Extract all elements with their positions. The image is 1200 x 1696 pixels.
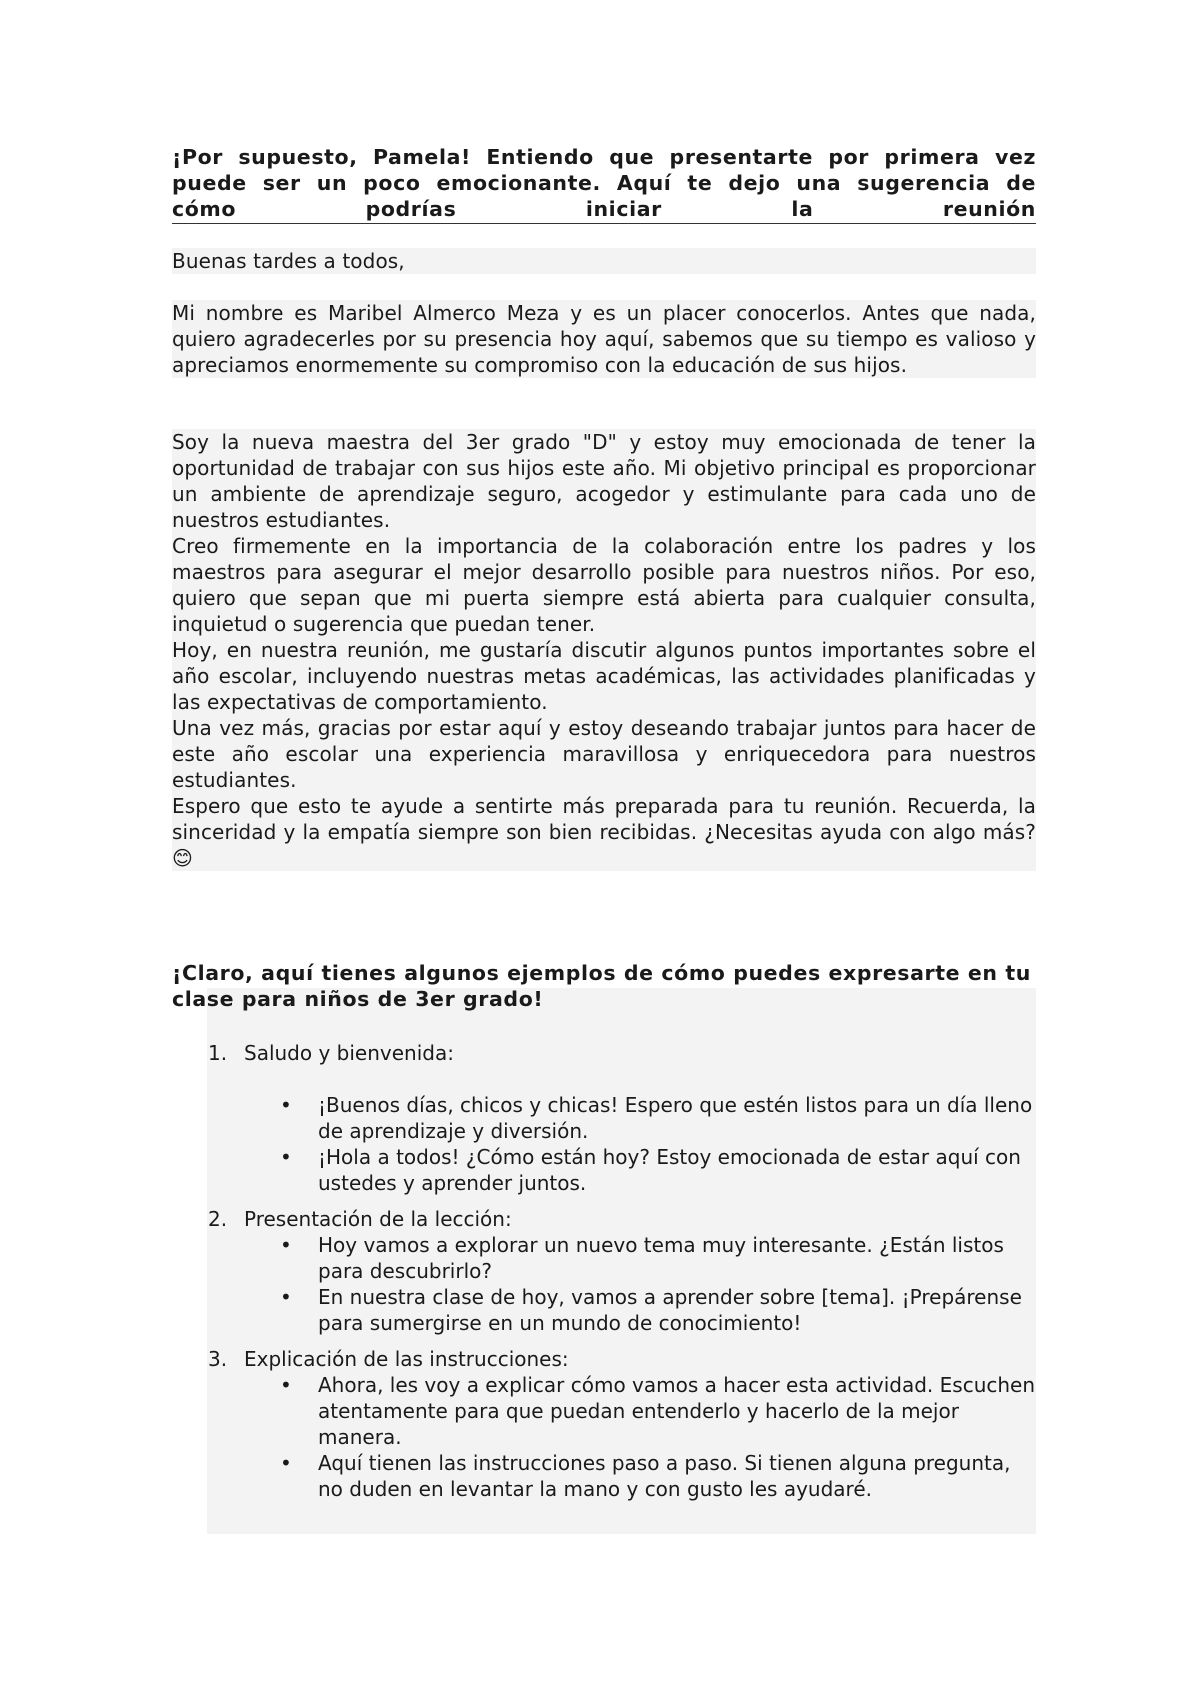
body-paragraphs [172, 429, 1036, 871]
list-item [172, 1040, 1036, 1066]
greeting-paragraph: Buenas tardes a todos, [172, 248, 1036, 274]
bullet-item [172, 1450, 1036, 1502]
list-item-label: Presentación de la lección: [244, 1207, 512, 1231]
bullet-text: ¡Buenos días, chicos y chicas! Espero que estén listos para un día lleno de aprendizaje y diversión. [318, 1093, 1033, 1143]
bullet-icon: • [280, 1451, 292, 1475]
bullet-icon: • [280, 1285, 292, 1309]
list-item [172, 1346, 1036, 1372]
list-item-number: 2. [208, 1207, 228, 1231]
bullet-list [172, 1092, 1036, 1196]
list-item-label: Explicación de las instrucciones: [244, 1347, 569, 1371]
bullet-list [172, 1372, 1036, 1502]
body-paragraph: Creo firmemente en la importancia de la colaboración entre los padres y los maestros para asegurar el mejor desarrollo posible para nuestros niños. Por eso, quiero que sepan que mi puerta siempre está abierta para cualquier consulta, inquietud o sugerencia que puedan tener. [172, 534, 1036, 636]
bullet-icon: • [280, 1233, 292, 1257]
bullet-list [172, 1232, 1036, 1336]
bullet-text: En nuestra clase de hoy, vamos a aprender sobre [tema]. ¡Prepárense para sumergirse en un mundo de conocimiento! [318, 1285, 1022, 1335]
bullet-icon: • [280, 1145, 292, 1169]
list-item-label: Saludo y bienvenida: [244, 1041, 454, 1065]
section1-heading-line: puede ser un poco emocionante. Aquí te dejo una sugerencia de [172, 171, 1036, 195]
body-paragraph: Soy la nueva maestra del 3er grado "D" y estoy muy emocionada de tener la oportunidad de trabajar con sus hijos este año. Mi objetivo principal es proporcionar un ambiente de aprendizaje seguro, acogedor y estimulante para cada uno de nuestros estudiantes. [172, 430, 1036, 532]
bullet-item [172, 1232, 1036, 1284]
section2-heading-wrap [172, 960, 1036, 1012]
intro-paragraph: Mi nombre es Maribel Almerco Meza y es un placer conocerlos. Antes que nada, quiero agradecerles por su presencia hoy aquí, sabemos que su tiempo es valioso y apreciamos enormemente su compromiso con la educación de sus hijos. [172, 301, 1036, 377]
section1-heading-line: ¡Por supuesto, Pamela! Entiendo que presentarte por primera vez [172, 145, 1036, 169]
body-paragraph: Hoy, en nuestra reunión, me gustaría discutir algunos puntos importantes sobre el año escolar, incluyendo nuestras metas académicas, las actividades planificadas y las expectativas de comportamiento. [172, 638, 1036, 714]
section1-heading [172, 144, 1036, 224]
list-item [172, 1206, 1036, 1232]
bullet-text: Ahora, les voy a explicar cómo vamos a hacer esta actividad. Escuchen atentamente para que puedan entenderlo y hacerlo de la mejor manera. [318, 1373, 1036, 1449]
bullet-item [172, 1092, 1036, 1144]
bullet-item [172, 1284, 1036, 1336]
bullet-item [172, 1372, 1036, 1450]
bullet-text: Hoy vamos a explorar un nuevo tema muy interesante. ¿Están listos para descubrirlo? [318, 1233, 1004, 1283]
bullet-text: Aquí tienen las instrucciones paso a paso. Si tienen alguna pregunta, no duden en levantar la mano y con gusto les ayudaré. [318, 1451, 1011, 1501]
body-paragraph: Una vez más, gracias por estar aquí y estoy deseando trabajar juntos para hacer de este año escolar una experiencia maravillosa y enriquecedora para nuestros estudiantes. [172, 716, 1036, 792]
bullet-item [172, 1144, 1036, 1196]
bullet-icon: • [280, 1373, 292, 1397]
section2-heading: ¡Claro, aquí tienes algunos ejemplos de cómo puedes expresarte en tu clase para niños de 3er grado! [172, 961, 1031, 1011]
bullet-text: ¡Hola a todos! ¿Cómo están hoy? Estoy emocionada de estar aquí con ustedes y aprender juntos. [318, 1145, 1021, 1195]
examples-list [172, 1040, 1036, 1502]
list-item-number: 1. [208, 1041, 228, 1065]
bullet-icon: • [280, 1093, 292, 1117]
list-item-number: 3. [208, 1347, 228, 1371]
body-paragraph: Espero que esto te ayude a sentirte más preparada para tu reunión. Recuerda, la sinceridad y la empatía siempre son bien recibidas. ¿Necesitas ayuda con algo más? 😊 [172, 794, 1036, 870]
section1-heading-line: cómo podrías iniciar la reunión [172, 197, 1036, 221]
